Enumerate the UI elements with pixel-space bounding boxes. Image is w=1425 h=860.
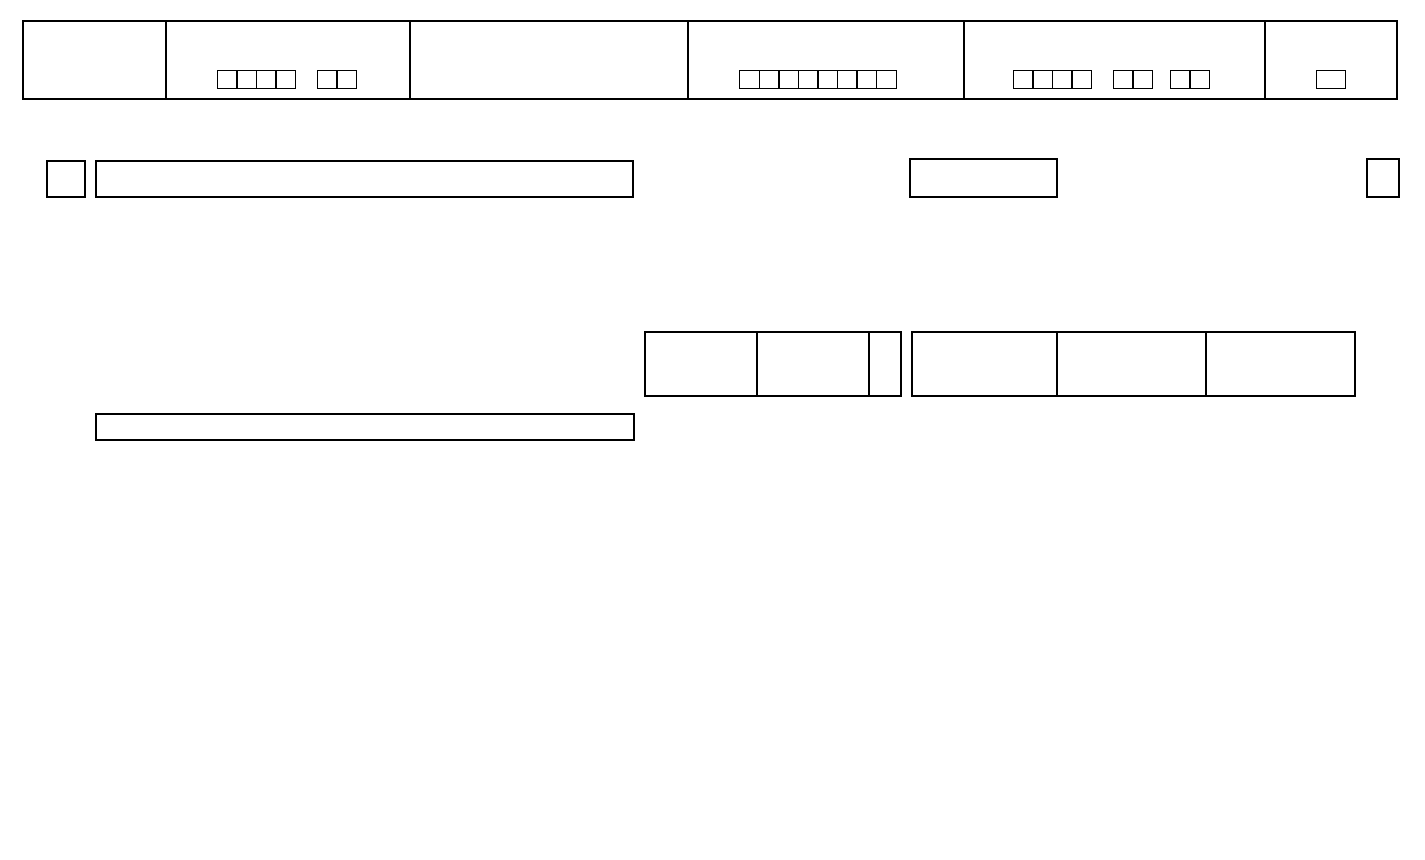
date-month-boxes[interactable]: [1113, 70, 1152, 89]
form-header: [22, 20, 1398, 100]
doc-type-cell: [1266, 22, 1396, 98]
period-month-boxes[interactable]: [317, 70, 356, 89]
subhead-c: [758, 333, 870, 395]
name-header: [95, 160, 634, 198]
doc-type-box[interactable]: [1316, 70, 1345, 89]
subhead-f: [1060, 333, 1207, 395]
date-cell: [965, 22, 1267, 98]
subhead-b: [646, 333, 758, 395]
subhead-g: [1209, 333, 1354, 395]
subhead-e: [913, 333, 1058, 395]
aptf-id-cell: [24, 22, 167, 98]
provider-reg-cell: [689, 22, 965, 98]
provider-name-cell[interactable]: [411, 22, 689, 98]
subhead-left: [644, 331, 902, 397]
mod-header: [1366, 158, 1400, 198]
total-header: [909, 158, 1058, 198]
subhead-right: [911, 331, 1356, 397]
subhead-d: [870, 333, 900, 395]
period-cell: [167, 22, 412, 98]
date-day-boxes[interactable]: [1170, 70, 1209, 89]
aptf-code-header: [46, 160, 86, 198]
provider-reg-boxes[interactable]: [739, 70, 895, 89]
period-year-boxes[interactable]: [217, 70, 295, 89]
total-row-name: [95, 413, 635, 441]
date-year-boxes[interactable]: [1013, 70, 1091, 89]
